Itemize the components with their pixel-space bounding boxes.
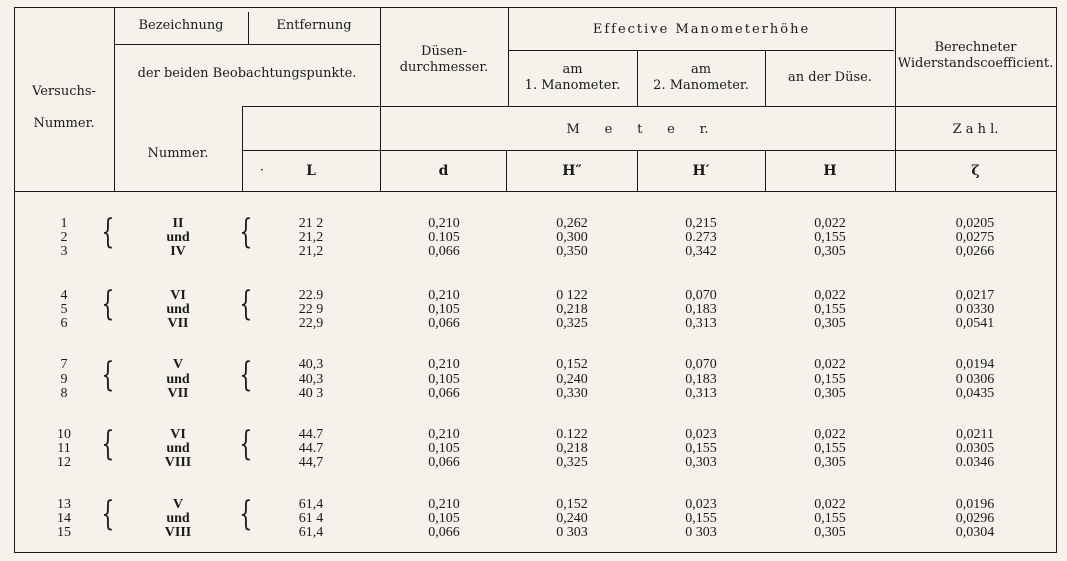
cell-d: 0,210 (428, 216, 460, 231)
cell-punkt-nummer: V (172, 357, 184, 372)
cell-versuch-nr: 7 (60, 357, 68, 372)
cell-H-double-prime: 0,300 (556, 230, 588, 245)
cell-H-double-prime: 0 303 (556, 525, 588, 540)
cell-L: 22,9 (298, 316, 324, 331)
cell-H-prime: 0,313 (685, 386, 717, 401)
right-brace-group-2: { (239, 284, 253, 324)
cell-H-double-prime: 0,152 (556, 357, 588, 372)
cell-zeta: 0,0196 (955, 497, 995, 512)
cell-H: 0,022 (814, 288, 846, 303)
cell-H: 0,155 (814, 230, 846, 245)
rule-mid (242, 106, 1057, 107)
cell-punkt-nummer: IV (170, 244, 186, 259)
cell-L: 22 9 (298, 302, 324, 317)
right-brace-group-3: { (239, 355, 253, 395)
cell-H-prime: 0,070 (685, 357, 717, 372)
cell-versuch-nr: 8 (60, 386, 68, 401)
cell-d: 0,066 (428, 525, 460, 540)
cell-zeta: 0,0217 (955, 288, 995, 303)
cell-L: 44.7 (298, 441, 324, 456)
cell-L: 21,2 (298, 244, 324, 259)
cell-zeta: 0,0275 (955, 230, 995, 245)
cell-punkt-nummer: VII (167, 386, 189, 401)
beobachtungspunkte-header: der beiden Beobachtungspunkte. (137, 66, 357, 81)
cell-H: 0,022 (814, 216, 846, 231)
cell-H-prime: 0,183 (685, 372, 717, 387)
cell-zeta: 0,0194 (955, 357, 995, 372)
cell-zeta: 0.0305 (955, 441, 995, 456)
symbol-L: L (306, 163, 316, 179)
cell-H-double-prime: 0,240 (556, 372, 588, 387)
cell-H: 0,022 (814, 357, 846, 372)
cell-zeta: 0,0296 (955, 511, 995, 526)
cell-H-double-prime: 0,330 (556, 386, 588, 401)
cell-zeta: 0,0435 (955, 386, 995, 401)
cell-punkt-nummer: und (166, 230, 190, 245)
cell-H-double-prime: 0,325 (556, 455, 588, 470)
rule-right (1056, 7, 1057, 552)
cell-H-prime: 0,313 (685, 316, 717, 331)
cell-H-prime: 0.273 (685, 230, 717, 245)
cell-L: 21 2 (298, 216, 324, 231)
rule-bottom (14, 552, 1057, 553)
cell-zeta: 0.0346 (955, 455, 995, 470)
cell-versuch-nr: 11 (57, 441, 71, 456)
cell-versuch-nr: 9 (60, 372, 68, 387)
cell-punkt-nummer: VIII (164, 455, 192, 470)
left-brace-group-4: { (101, 424, 115, 464)
left-brace-group-5: { (101, 494, 115, 534)
cell-punkt-nummer: und (166, 302, 190, 317)
left-brace-group-3: { (101, 355, 115, 395)
symbol-d: d (438, 163, 449, 179)
cell-versuch-nr: 1 (60, 216, 68, 231)
cell-H-prime: 0,070 (685, 288, 717, 303)
cell-zeta: 0,0541 (955, 316, 995, 331)
left-brace-group-2: { (101, 284, 115, 324)
cell-H: 0,155 (814, 372, 846, 387)
cell-L: 44.7 (298, 427, 324, 442)
cell-L: 61 4 (298, 511, 324, 526)
cell-L: 40,3 (298, 372, 324, 387)
cell-H: 0,155 (814, 302, 846, 317)
cell-punkt-nummer: VI (170, 427, 186, 442)
cell-versuch-nr: 10 (57, 427, 71, 442)
cell-d: 0.105 (428, 230, 460, 245)
cell-punkt-nummer: VII (167, 316, 189, 331)
cell-H-prime: 0,023 (685, 427, 717, 442)
rule-top (14, 7, 1057, 8)
cell-H: 0,022 (814, 427, 846, 442)
cell-H: 0,305 (814, 316, 846, 331)
nummer-header: Nummer. (147, 146, 209, 161)
cell-versuch-nr: 12 (57, 455, 71, 470)
cell-punkt-nummer: V (172, 497, 184, 512)
cell-d: 0,105 (428, 511, 460, 526)
cell-d: 0,105 (428, 441, 460, 456)
cell-H: 0,305 (814, 244, 846, 259)
cell-H-prime: 0,215 (685, 216, 717, 231)
cell-H-prime: 0,183 (685, 302, 717, 317)
cell-H-double-prime: 0,350 (556, 244, 588, 259)
cell-zeta: 0 0306 (955, 372, 995, 387)
cell-versuch-nr: 5 (60, 302, 68, 317)
symbol-H: H (823, 163, 837, 179)
cell-L: 61,4 (298, 525, 324, 540)
cell-H-double-prime: 0,262 (556, 216, 588, 231)
cell-H-double-prime: 0.122 (556, 427, 588, 442)
cell-H: 0,305 (814, 386, 846, 401)
rule-col1 (114, 7, 115, 191)
duesendurchmesser-header: Düsen- durchmesser. (399, 44, 489, 75)
cell-H-prime: 0,303 (685, 455, 717, 470)
entfernung-header: Entfernung (276, 18, 352, 33)
cell-zeta: 0,0266 (955, 244, 995, 259)
cell-d: 0,105 (428, 372, 460, 387)
cell-d: 0,210 (428, 427, 460, 442)
cell-punkt-nummer: und (166, 372, 190, 387)
cell-H-double-prime: 0,152 (556, 497, 588, 512)
cell-versuch-nr: 6 (60, 316, 68, 331)
cell-zeta: 0,0304 (955, 525, 995, 540)
rule-bezeichnung (114, 44, 380, 45)
cell-H: 0,155 (814, 441, 846, 456)
cell-versuch-nr: 2 (60, 230, 68, 245)
bezeichnung-header: Bezeichnung (138, 18, 224, 33)
cell-versuch-nr: 3 (60, 244, 68, 259)
cell-d: 0,066 (428, 316, 460, 331)
versuchs-nummer-header: Versuchs- Nummer. (32, 84, 96, 131)
right-brace-group-5: { (239, 494, 253, 534)
left-brace-group-1: { (101, 212, 115, 252)
am-1-manometer-header: am 1. Manometer. (524, 62, 621, 93)
right-brace-group-4: { (239, 424, 253, 464)
cell-d: 0,210 (428, 357, 460, 372)
cell-zeta: 0,0205 (955, 216, 995, 231)
rule-effective (508, 50, 894, 51)
cell-d: 0,210 (428, 288, 460, 303)
cell-H: 0,305 (814, 455, 846, 470)
cell-L: 40 3 (298, 386, 324, 401)
cell-H-double-prime: 0,240 (556, 511, 588, 526)
cell-H-prime: 0,023 (685, 497, 717, 512)
cell-d: 0,105 (428, 302, 460, 317)
cell-H: 0,305 (814, 525, 846, 540)
symbol-H-prime: H′ (692, 163, 710, 179)
cell-L: 61,4 (298, 497, 324, 512)
cell-punkt-nummer: und (166, 441, 190, 456)
cell-d: 0,066 (428, 455, 460, 470)
an-der-duese-header: an der Düse. (788, 70, 872, 85)
cell-d: 0,066 (428, 244, 460, 259)
cell-H-prime: 0 303 (685, 525, 717, 540)
cell-H-double-prime: 0,218 (556, 302, 588, 317)
cell-H: 0,155 (814, 511, 846, 526)
cell-L: 40,3 (298, 357, 324, 372)
am-2-manometer-header: am 2. Manometer. (653, 62, 749, 93)
rule-header-bottom (14, 191, 1057, 192)
cell-H-double-prime: 0 122 (556, 288, 588, 303)
cell-L: 44,7 (298, 455, 324, 470)
cell-d: 0,210 (428, 497, 460, 512)
symbol-H-double-prime: H″ (562, 163, 582, 179)
cell-H: 0,022 (814, 497, 846, 512)
widerstandscoefficient-header: Berechneter Widerstandscoefficient. (897, 40, 1054, 71)
effective-manometerhoehe-header: Effective Manometerhöhe (592, 22, 811, 37)
cell-versuch-nr: 13 (57, 497, 71, 512)
symbol-zeta: ζ (971, 163, 980, 179)
right-brace-group-1: { (239, 212, 253, 252)
cell-zeta: 0 0330 (955, 302, 995, 317)
cell-H-prime: 0,155 (685, 441, 717, 456)
meter-unit-header: M e t e r. (566, 122, 709, 137)
cell-punkt-nummer: VI (170, 288, 186, 303)
rule-units (242, 150, 1057, 151)
cell-punkt-nummer: VIII (164, 525, 192, 540)
cell-versuch-nr: 15 (57, 525, 71, 540)
cell-L: 21,2 (298, 230, 324, 245)
cell-H-double-prime: 0,325 (556, 316, 588, 331)
cell-H-prime: 0,342 (685, 244, 717, 259)
cell-punkt-nummer: II (172, 216, 184, 231)
cell-L: 22.9 (298, 288, 324, 303)
cell-H-prime: 0,155 (685, 511, 717, 526)
header-dot: · (259, 163, 265, 178)
cell-versuch-nr: 14 (57, 511, 71, 526)
cell-versuch-nr: 4 (60, 288, 68, 303)
cell-zeta: 0,0211 (956, 427, 994, 442)
cell-H-double-prime: 0,218 (556, 441, 588, 456)
zahl-unit-header: Z a h l. (952, 122, 999, 137)
cell-d: 0,066 (428, 386, 460, 401)
cell-punkt-nummer: und (166, 511, 190, 526)
